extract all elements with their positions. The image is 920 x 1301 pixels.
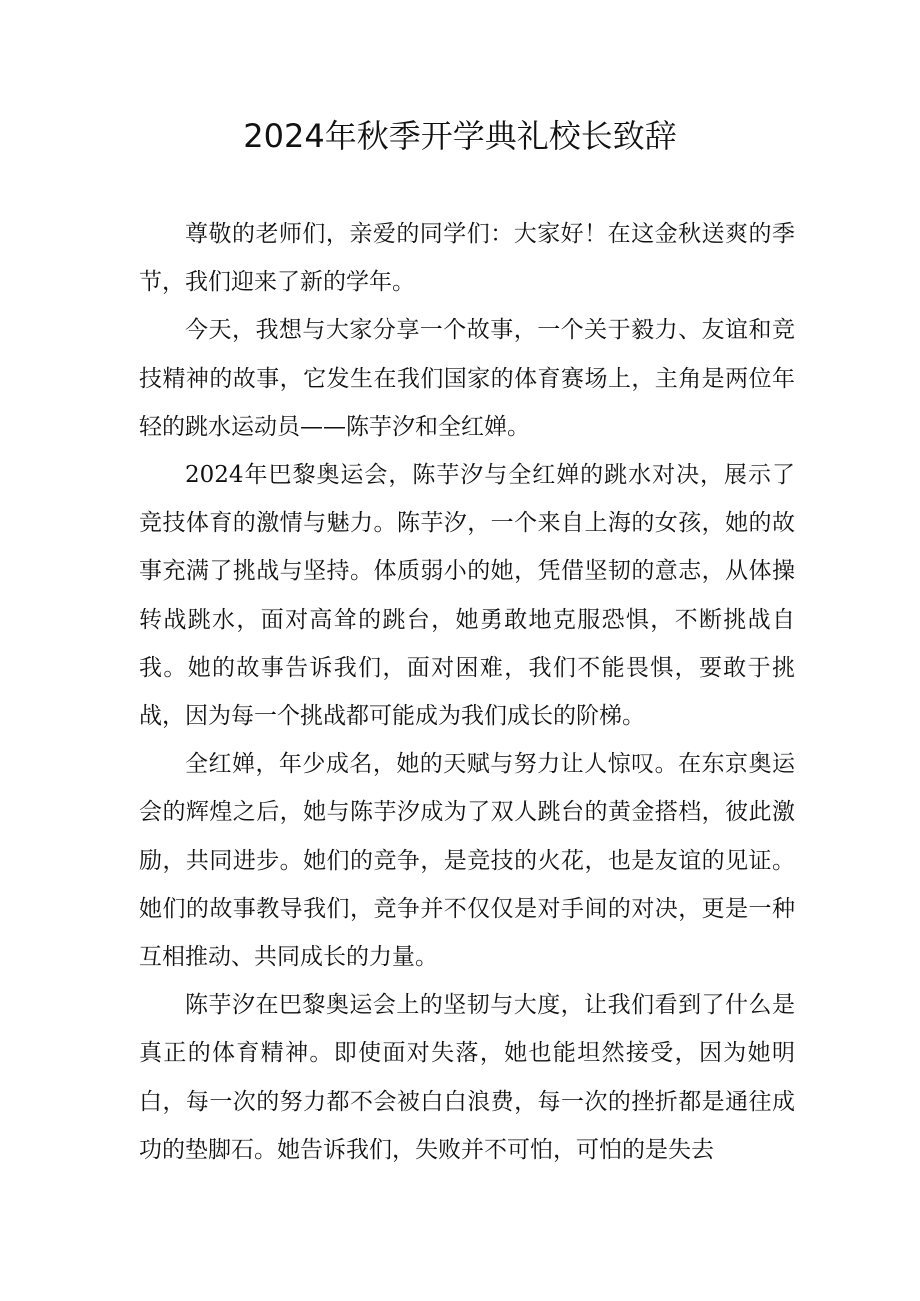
document-body	[139, 210, 795, 1174]
paragraph-quan-hongchan: 全红婵，年少成名，她的天赋与努力让人惊叹。在东京奥运会的辉煌之后，她与陈芋汐成为了双人跳台的黄金搭档，彼此激励，共同进步。她们的竞争，是竞技的火花，也是友谊的见证。她们的故事教导我们，竞争并不仅仅是对手间的对决，更是一种互相推动、共同成长的力量。	[139, 751, 795, 971]
paragraph-greeting: 尊敬的老师们，亲爱的同学们：大家好！在这金秋送爽的季节，我们迎来了新的学年。	[139, 221, 795, 296]
paragraph-sportsmanship: 陈芋汐在巴黎奥运会上的坚韧与大度，让我们看到了什么是真正的体育精神。即使面对失落，她也能坦然接受，因为她明白，每一次的努力都不会被白白浪费，每一次的挫折都是通往成功的垫脚石。她告诉我们，失败并不可怕，可怕的是失去	[139, 992, 795, 1163]
paragraph-story-intro: 今天，我想与大家分享一个故事，一个关于毅力、友谊和竞技精神的故事，它发生在我们国家的体育赛场上，主角是两位年轻的跳水运动员——陈芋汐和全红婵。	[139, 317, 795, 440]
document-title: 2024年秋季开学典礼校长致辞	[243, 117, 677, 155]
paragraph-chen-yuxi: 2024年巴黎奥运会，陈芋汐与全红婵的跳水对决，展示了竞技体育的激情与魅力。陈芋汐，一个来自上海的女孩，她的故事充满了挑战与坚持。体质弱小的她，凭借坚韧的意志，从体操转战跳水，面对高耸的跳台，她勇敢地克服恐惧，不断挑战自我。她的故事告诉我们，面对困难，我们不能畏惧，要敢于挑战，因为每一个挑战都可能成为我们成长的阶梯。	[139, 462, 795, 730]
